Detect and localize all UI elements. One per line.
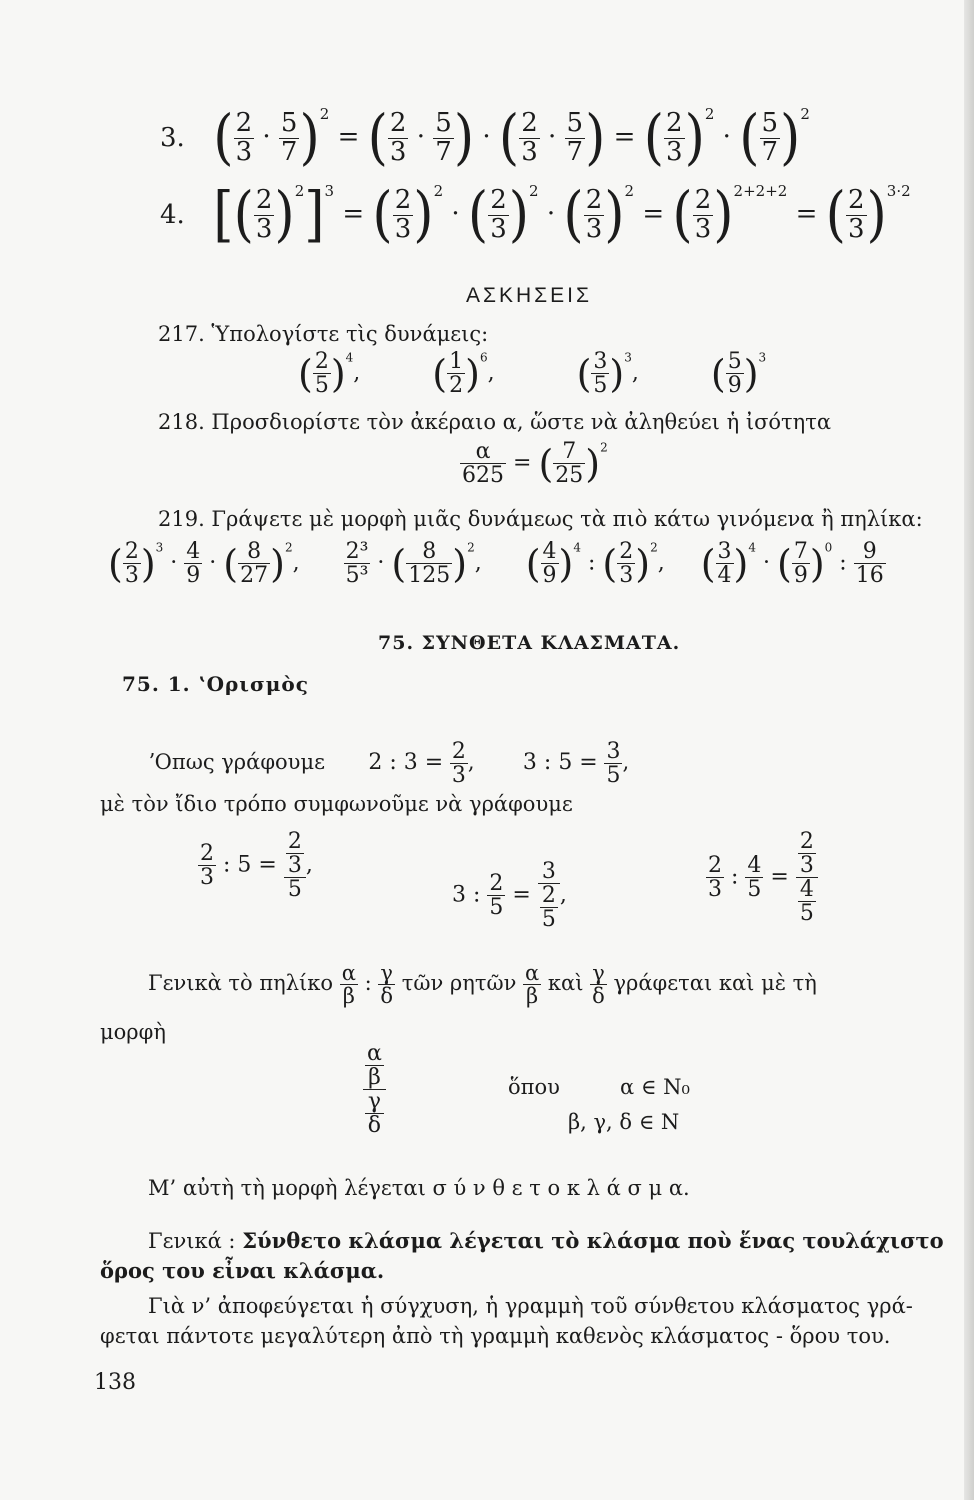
section-title: 75. ΣΥΝΘΕΤΑ ΚΛΑΣΜΑΤΑ.	[378, 632, 681, 654]
exercise-219-products: ( $\frac{2}{3}$ )$^3$ · $\frac{4}{9}$ · ( $\frac{8}{27}$ )$^2$, $\frac{\text{2³}}{\text{5³}}$ · ( $\frac{8}{125}$ )$^2$, ( $\frac{4}{9}$ )$^4$ : ( $\frac{2}{3}$ )$^2$, ( $\frac{3}{4}$ )$^4$ · ( $\frac{7}{9}$ )$^0$ : $\frac{9}{16}$	[108, 539, 884, 589]
exercise-217-powers: ( $\frac{2}{5}$ )$^4$, ( $\frac{1}{2}$ )$^6$, ( $\frac{3}{5}$ )$^3$, ( $\frac{5}{9}$ )$^3$	[298, 349, 767, 399]
general-definition: Γενικά : Σύνθετο κλάσμα λέγεται τὸ κλάσμα ποὺ ἕνας τουλάχιστο	[148, 1228, 944, 1253]
exercise-217: 217. Ὑπολογίστε τὶς δυνάμεις:	[158, 322, 489, 346]
example-3: 3. ( $\frac{2}{3}$ · $\frac{5}{7}$ )$^2$ = ( $\frac{2}{3}$ · $\frac{5}{7}$ ) · ( $\frac{2}{3}$ · $\frac{5}{7}$ ) = ( $\frac{2}{3}$ )$^2$ · ( $\frac{5}{7}$ )$^2$	[160, 103, 810, 173]
general-definition-cont: ὅρος του εἶναι κλάσμα.	[100, 1258, 385, 1283]
general-quotient-line: Γενικὰ τὸ πηλίκο $\frac{\alpha}{\beta}$ : $\frac{\gamma}{\delta}$ τῶν ρητῶν $\frac{\alpha}{\beta}$ καὶ $\frac{\gamma}{\delta}$ γράφεται καὶ μὲ τὴ	[148, 961, 817, 1009]
exercise-218-equation: $\frac{\alpha}{625}$ = ( $\frac{7}{25}$ )$^2$	[462, 439, 608, 489]
intro-line: ʼΟπως γράφουμε 2 : 3 = $\frac{2}{3}$ , 3 : 5 = $\frac{3}{5}$ ,	[148, 739, 630, 789]
where-label: ὅπου	[508, 1075, 560, 1099]
page-edge	[964, 0, 974, 1500]
exercises-title: ΑΣΚΗΣΕΙΣ	[466, 284, 592, 307]
general-form-word: μορφὴ	[100, 1020, 166, 1044]
confusion-paragraph-2: φεται πάντοτε μεγαλύτερη ἀπὸ τὴ γραμμὴ καθενὸς κλάσματος - ὅρου του.	[100, 1324, 891, 1348]
confusion-paragraph-1: Γιὰ ν’ ἀποφεύγεται ἡ σύγχυση, ἡ γραμμὴ τοῦ σύνθετου κλάσματος γρά-	[148, 1294, 913, 1318]
condition-2: β, γ, δ ∈ N	[568, 1110, 680, 1134]
compound-example-1: $\frac{2}{3}$ : 5 = 2 3 5 ,	[200, 829, 313, 903]
compound-example-3: $\frac{2}{3}$ : $\frac{4}{5}$ = 2 3 4 5	[706, 830, 818, 925]
condition-1: α ∈ N₀	[620, 1075, 690, 1099]
compound-example-2: 3 : $\frac{2}{5}$ = 3 2 5 ,	[452, 859, 567, 933]
definition-sentence: Μ’ αὐτὴ τὴ μορφὴ λέγεται σ ύ ν θ ε τ ο κ λ ά σ μ α.	[148, 1176, 690, 1200]
paragraph-same-way: μὲ τὸν ἴδιο τρόπο συμφωνοῦμε νὰ γράφουμε	[100, 792, 573, 816]
example-4: 4. [( $\frac{2}{3}$ )$^2$]$^3$ = ( $\frac{2}{3}$ )$^2$ · ( $\frac{2}{3}$ )$^2$ · ( $\frac{2}{3}$ )$^2$ = ( $\frac{2}{3}$ )$^{2+2+2}$ = ( $\frac{2}{3}$ )$^{3\cdot 2}$	[160, 180, 911, 250]
page-number: 138	[94, 1370, 136, 1395]
general-compound-fraction: α β γ δ	[363, 1042, 386, 1137]
exercise-218: 218. Προσδιορίστε τὸν ἀκέραιο α, ὥστε νὰ ἀληθεύει ἡ ἰσότητα	[158, 410, 832, 434]
section-subtitle: 75. 1. ʽΟρισμὸς	[122, 672, 309, 696]
exercise-219: 219. Γράψετε μὲ μορφὴ μιᾶς δυνάμεως τὰ πιὸ κάτω γινόμενα ἢ πηλίκα:	[158, 507, 923, 531]
